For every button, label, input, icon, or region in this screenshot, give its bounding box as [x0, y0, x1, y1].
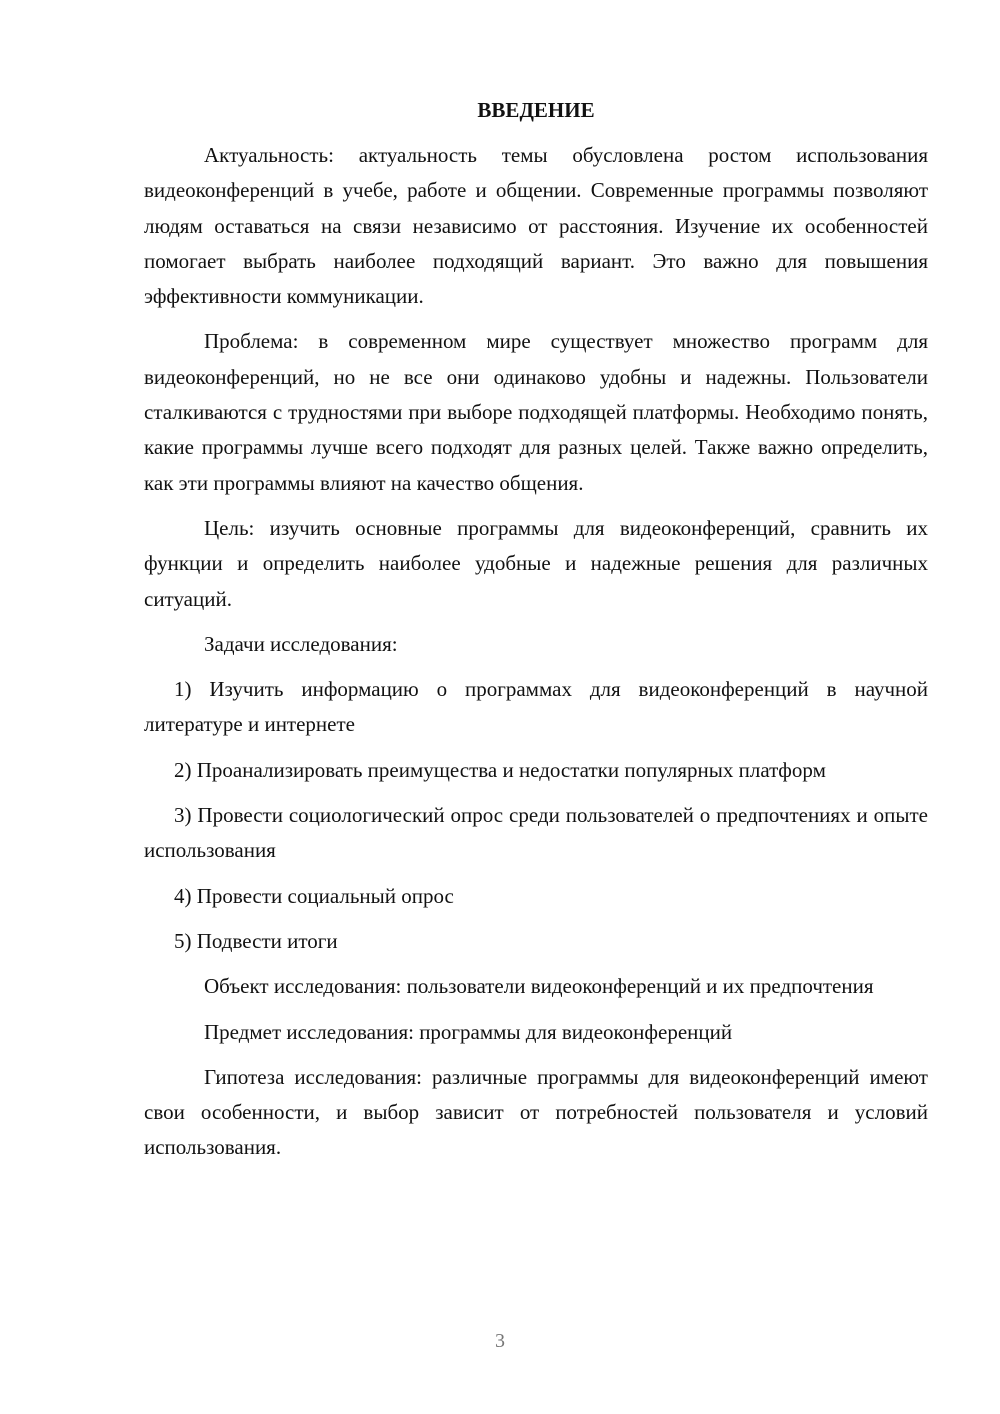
document-page	[144, 92, 928, 1176]
hypothesis-paragraph: Гипотеза исследования: различные программы для видеоконференций имеют свои особенности, и выбор зависит от потребностей пользователя и условий использования.	[144, 1064, 928, 1160]
task-item: 4) Провести социальный опрос	[174, 883, 454, 908]
task-item: 2) Проанализировать преимущества и недостатки популярных платформ	[174, 757, 826, 782]
research-object-paragraph: Объект исследования: пользователи видеоконференций и их предпочтения	[204, 974, 874, 999]
goal-paragraph: Цель: изучить основные программы для видеоконференций, сравнить их функции и определить наиболее удобные и надежные решения для различных ситуаций.	[144, 515, 928, 611]
relevance-paragraph: Актуальность: актуальность темы обусловлена ростом использования видеоконференций в учебе, работе и общении. Современные программы позволяют людям оставаться на связи независимо от расстояния. Изучение их особенностей помогает выбрать наиболее подходящий вариант. Это важно для повышения эффективности коммуникации.	[144, 143, 928, 309]
task-item: 1) Изучить информацию о программах для видеоконференций в научной литературе и интернете	[144, 677, 928, 737]
research-subject-paragraph: Предмет исследования: программы для видеоконференций	[204, 1019, 733, 1044]
page-number: 3	[495, 1330, 505, 1352]
problem-paragraph: Проблема: в современном мире существует множество программ для видеоконференций, но не все они одинаково удобны и надежны. Пользователи сталкиваются с трудностями при выборе подходящей платформы. Необходимо понять, какие программы лучше всего подходят для разных целей. Также важно определить, как эти программы влияют на качество общения.	[144, 329, 928, 495]
task-item: 5) Подвести итоги	[174, 928, 338, 953]
tasks-heading: Задачи исследования:	[204, 631, 398, 656]
section-heading: ВВЕДЕНИЕ	[477, 98, 595, 122]
task-item: 3) Провести социологический опрос среди пользователей о предпочтениях и опыте использования	[144, 803, 928, 863]
